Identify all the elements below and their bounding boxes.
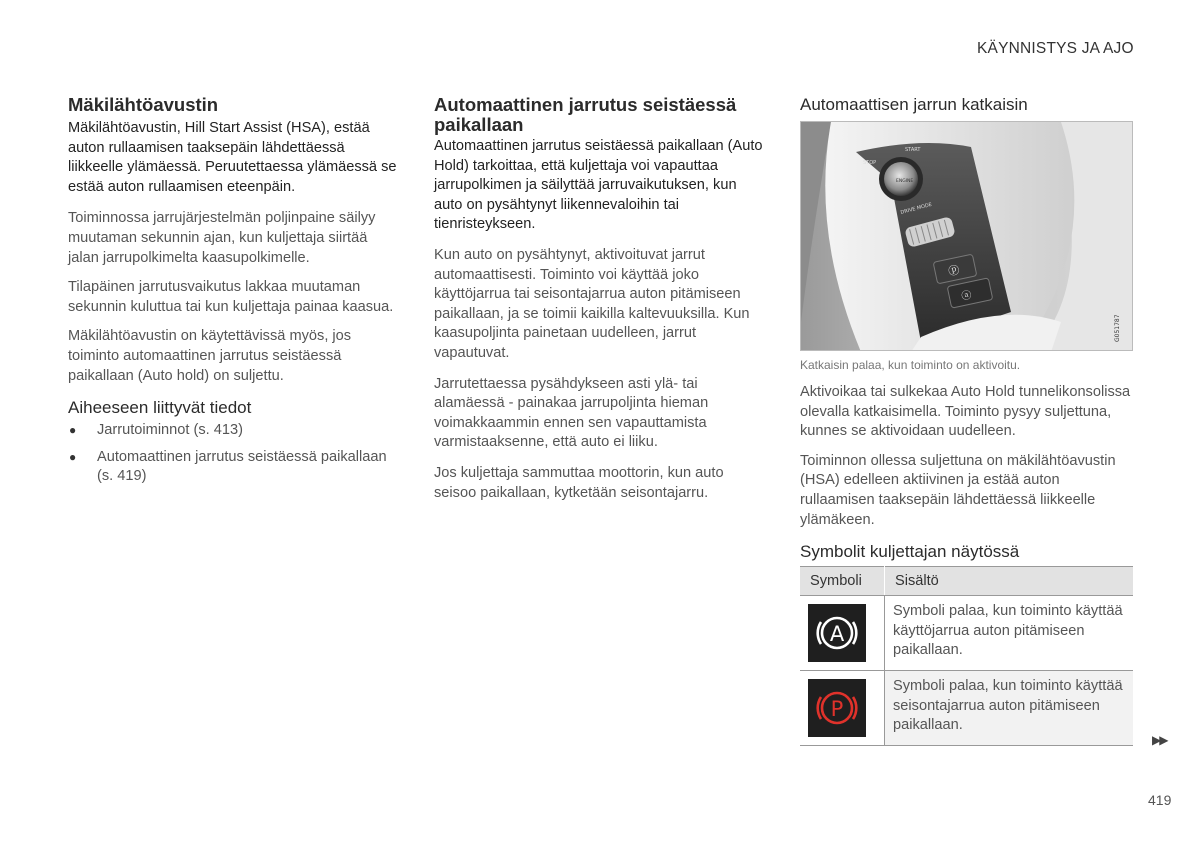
hsa-paragraph: Toiminnossa jarrujärjestelmän poljinpaine säilyy muutaman sekunnin ajan, kun kuljettaja siirtää jalan jarrupolkimelta kaasupolkimelle.	[68, 210, 376, 266]
bullet-icon: ●	[69, 423, 77, 438]
switch-paragraph: Toiminnon ollessa suljettuna on mäkilähtöavustin (HSA) edelleen aktiivinen ja estää auton rullaamisen taaksepäin lähdettäessä liikkeelle ylämäkeen.	[800, 452, 1116, 528]
svg-text:A: A	[829, 622, 845, 647]
symbol-description: Symboli palaa, kun toiminto käyttää seisontajarrua auton pitämiseen paikallaan.	[885, 671, 1134, 746]
hsa-paragraph: Tilapäinen jarrutusvaikutus lakkaa muutaman sekunnin kuluttua tai kun kuljettaja painaa kaasua.	[68, 279, 394, 315]
hsa-lead: Mäkilähtöavustin, Hill Start Assist (HSA), estää auton rullaamisen taaksepäin lähdettäessä liikkeelle ylämäessä. Peruutettaessa ylämäessä se estää auton rullaamisen eteenpäin.	[68, 120, 397, 195]
page-number: 419	[1148, 792, 1172, 808]
table-row	[800, 596, 1133, 671]
stop-label: STOP	[863, 160, 877, 166]
related-link-text: Jarrutoiminnot (s. 413)	[97, 422, 243, 439]
symbols-table	[800, 566, 1133, 746]
column-header-symbol: Symboli	[800, 567, 885, 596]
svg-text:ⓟ: ⓟ	[947, 263, 961, 279]
related-link[interactable]	[68, 448, 398, 487]
column-header-content: Sisältö	[885, 567, 1134, 596]
related-info-list	[68, 421, 398, 487]
hsa-paragraph: Mäkilähtöavustin on käytettävissä myös, jos toiminto automaattinen jarrutus seistäessä paikallaan (Auto hold) on suljettu.	[68, 328, 352, 384]
drive-mode-label: DRIVE MODE	[899, 201, 933, 216]
auto-hold-paragraph: Kun auto on pysähtynyt, aktivoituvat jarrut automaattisesti. Toiminto voi käyttää joko käyttöjarrua tai seisontajarrua auton pitämiseen paikallaan, ja se toimii kaikilla kaltevuuksilla. Kun kaasupoljinta painetaan uudelleen, jarrut vapautuvat.	[434, 246, 750, 361]
parking-brake-icon	[808, 679, 866, 737]
symbols-title: Symbolit kuljettajan näytössä	[800, 542, 1020, 562]
column-auto-hold-switch	[800, 95, 1133, 746]
column-auto-hold	[434, 95, 766, 503]
table-row	[800, 671, 1133, 746]
symbol-description: Symboli palaa, kun toiminto käyttää käyttöjarrua auton pitämiseen paikallaan.	[885, 596, 1134, 671]
related-link-text: Automaattinen jarrutus seistäessä paikallaan (s. 419)	[97, 448, 387, 485]
auto-hold-paragraph: Jos kuljettaja sammuttaa moottorin, kun auto seisoo paikallaan, kytketään seisontajarru.	[434, 464, 724, 501]
hsa-title: Mäkilähtöavustin	[68, 94, 219, 115]
center-console-illustration	[801, 122, 1133, 351]
column-hill-start-assist	[68, 95, 398, 494]
bullet-icon: ●	[69, 449, 77, 464]
console-photo	[800, 121, 1133, 351]
symbol-cell	[800, 596, 885, 671]
next-page-arrows-icon: ▶▶	[1152, 733, 1167, 747]
section-header: KÄYNNISTYS JA AJO	[977, 40, 1134, 57]
svg-text:ⓐ: ⓐ	[960, 289, 973, 303]
symbol-cell	[800, 671, 885, 746]
image-code: G051787	[1114, 314, 1121, 342]
switch-paragraph: Aktivoikaa tai sulkekaa Auto Hold tunnelikonsolissa olevalla katkaisimella. Toiminto pysyy suljettuna, kunnes se aktivoidaan uudelleen.	[800, 384, 1131, 440]
related-link[interactable]	[68, 421, 398, 441]
table-header-row	[800, 567, 1133, 596]
related-info-title: Aiheeseen liittyvät tiedot	[68, 398, 252, 418]
auto-hold-icon	[808, 604, 866, 662]
switch-title: Automaattisen jarrun katkaisin	[800, 95, 1028, 114]
start-label: START	[905, 147, 921, 153]
engine-label: ENGINE	[896, 179, 914, 184]
auto-hold-paragraph: Jarrutettaessa pysähdykseen asti ylä- tai alamäessä - painakaa jarrupoljinta hieman voimakkaammin ennen sen vapauttamista varmistaaksenne, että auto ei liiku.	[434, 375, 709, 451]
photo-caption: Katkaisin palaa, kun toiminto on aktivoitu.	[800, 358, 1021, 372]
svg-text:P: P	[830, 697, 844, 722]
auto-hold-title: Automaattinen jarrutus seistäessä paikallaan	[434, 94, 737, 135]
auto-hold-lead: Automaattinen jarrutus seistäessä paikallaan (Auto Hold) tarkoittaa, että kuljettaja voi vapauttaa jarrupolkimen ja säilyttää jarruvaikutuksen, kun auto on pysähtynyt liikennevaloihin tai tienristeykseen.	[434, 138, 763, 233]
